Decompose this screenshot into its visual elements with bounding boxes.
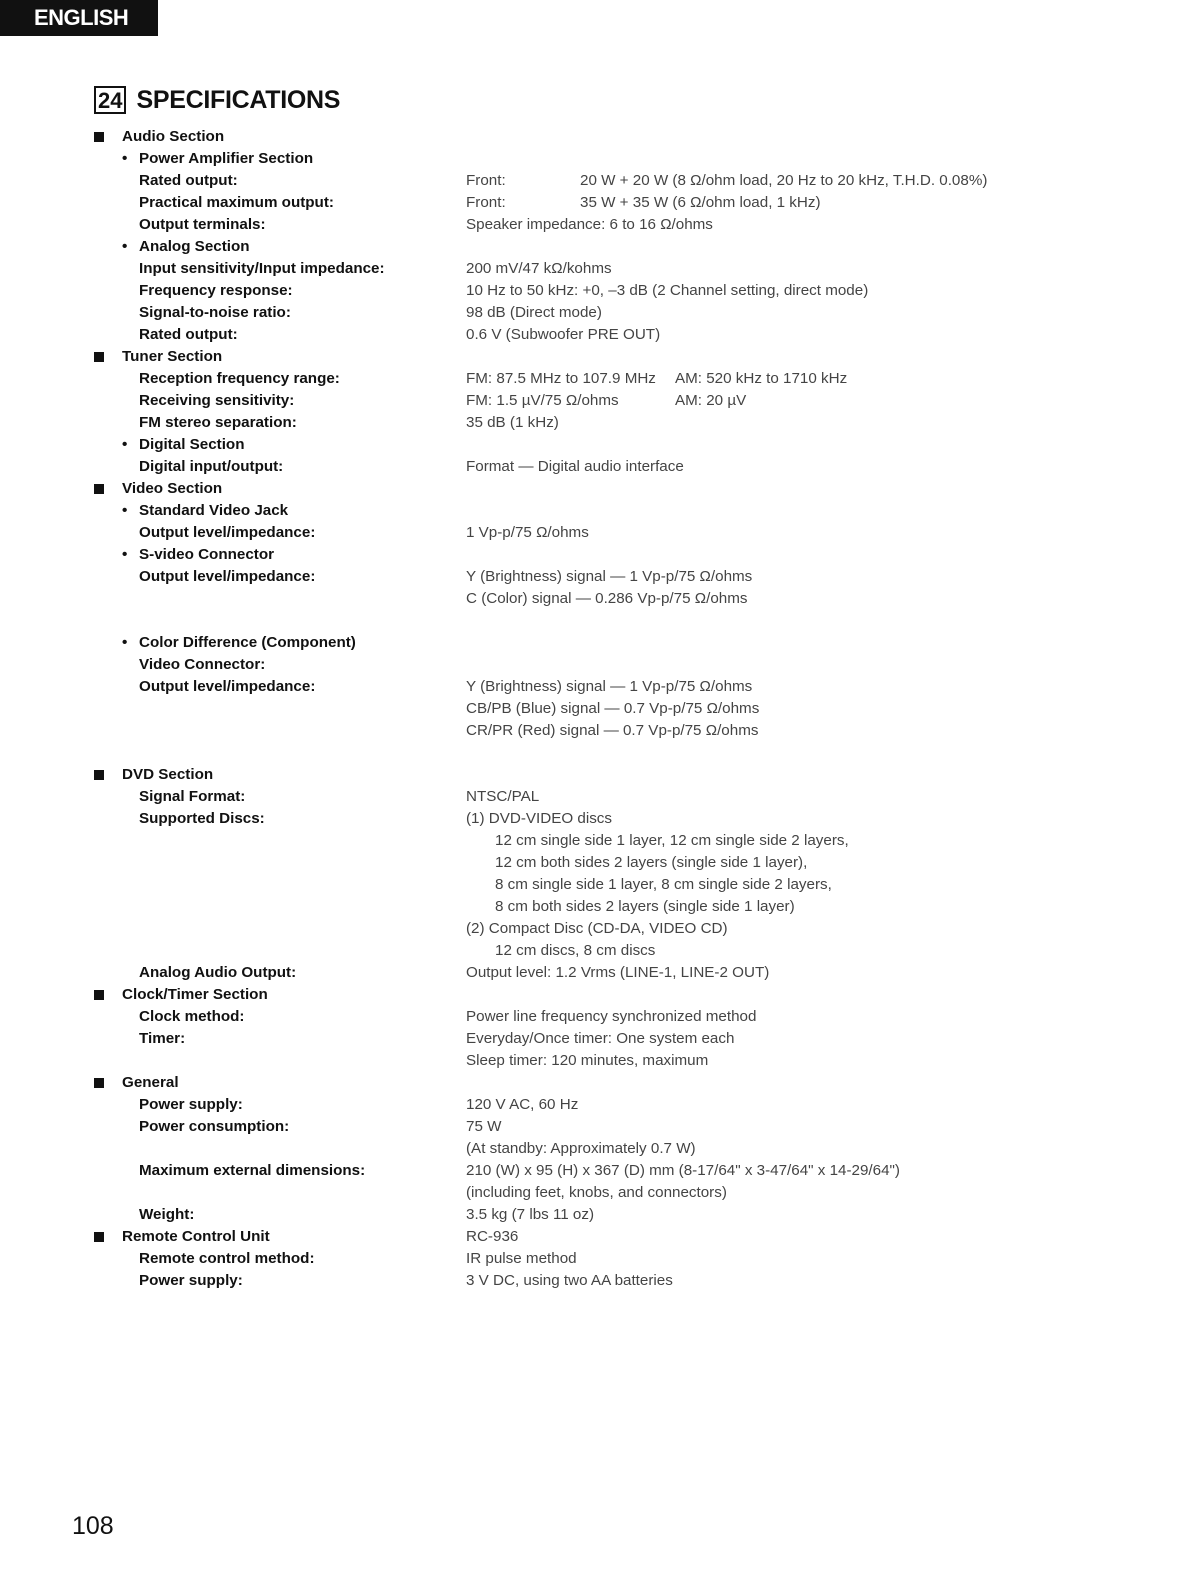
dot-bullet-icon: • bbox=[122, 238, 128, 255]
analog-section-subheading: • Analog Section bbox=[0, 236, 1180, 258]
spec-row-discs-line: 8 cm single side 1 layer, 8 cm single side 2 layers, bbox=[495, 876, 832, 893]
language-tab: ENGLISH bbox=[0, 0, 158, 36]
power-amplifier-subheading: • Power Amplifier Section bbox=[0, 148, 1180, 170]
square-bullet-icon bbox=[94, 132, 104, 142]
square-bullet-icon bbox=[94, 1078, 104, 1088]
audio-section-heading: Audio Section bbox=[0, 126, 1180, 148]
spec-row-discs-line: 12 cm discs, 8 cm discs bbox=[495, 942, 656, 959]
component-subheading: • Color Difference (Component) bbox=[0, 632, 1180, 654]
dot-bullet-icon: • bbox=[122, 150, 128, 167]
clock-section-heading: Clock/Timer Section bbox=[0, 984, 1180, 1006]
page-title bbox=[94, 84, 340, 116]
spec-row-reception-range: Reception frequency range: FM: 87.5 MHz to 107.9 MHz AM: 520 kHz to 1710 kHz bbox=[139, 370, 848, 387]
spec-row-weight: Weight: 3.5 kg (7 lbs 11 oz) bbox=[139, 1206, 595, 1223]
spec-row-receiving-sensitivity: Receiving sensitivity: FM: 1.5 µV/75 Ω/ohms AM: 20 µV bbox=[139, 392, 747, 409]
spec-row-supported-discs: Supported Discs: (1) DVD-VIDEO discs bbox=[139, 810, 612, 827]
square-bullet-icon bbox=[94, 770, 104, 780]
dvd-section-heading: DVD Section bbox=[0, 764, 1180, 786]
spec-row-dimensions-note: (including feet, knobs, and connectors) bbox=[466, 1184, 727, 1201]
spec-row-digital-io: Digital input/output: Format — Digital audio interface bbox=[139, 458, 684, 475]
remote-section-heading: Remote Control Unit RC-936 bbox=[0, 1226, 1180, 1248]
standard-video-jack-subheading: • Standard Video Jack bbox=[0, 500, 1180, 522]
spec-row-snr: Signal-to-noise ratio: 98 dB (Direct mode) bbox=[139, 304, 602, 321]
spec-row-remote-power: Power supply: 3 V DC, using two AA batteries bbox=[139, 1272, 673, 1289]
spec-row-component-output-cb: CB/PB (Blue) signal — 0.7 Vp-p/75 Ω/ohms bbox=[466, 700, 760, 717]
spec-row-component-output: Output level/impedance: Y (Brightness) signal — 1 Vp-p/75 Ω/ohms bbox=[139, 678, 753, 695]
spec-row-standby: (At standby: Approximately 0.7 W) bbox=[466, 1140, 696, 1157]
component-subheading-cont: Video Connector: bbox=[139, 656, 266, 673]
spec-row-dimensions: Maximum external dimensions: 210 (W) x 95 (H) x 367 (D) mm (8-17/64" x 3-47/64" x 14-29/64") bbox=[139, 1162, 900, 1179]
spec-row-timer: Timer: Everyday/Once timer: One system each bbox=[139, 1030, 735, 1047]
spec-row-analog-audio-output: Analog Audio Output: Output level: 1.2 Vrms (LINE-1, LINE-2 OUT) bbox=[139, 964, 770, 981]
spec-row-fm-stereo-separation: FM stereo separation: 35 dB (1 kHz) bbox=[139, 414, 559, 431]
spec-row-rated-output: Rated output: Front: 20 W + 20 W (8 Ω/ohm load, 20 Hz to 20 kHz, T.H.D. 0.08%) bbox=[139, 172, 988, 189]
spec-row-analog-rated-output: Rated output: 0.6 V (Subwoofer PRE OUT) bbox=[139, 326, 661, 343]
spec-row-output-terminals: Output terminals: Speaker impedance: 6 to 16 Ω/ohms bbox=[139, 216, 713, 233]
spec-row-signal-format: Signal Format: NTSC/PAL bbox=[139, 788, 540, 805]
spec-row-remote-method: Remote control method: IR pulse method bbox=[139, 1250, 577, 1267]
page-number: 108 bbox=[72, 1512, 114, 1540]
spec-row-power-supply: Power supply: 120 V AC, 60 Hz bbox=[139, 1096, 579, 1113]
spec-row-discs-line: 8 cm both sides 2 layers (single side 1 layer) bbox=[495, 898, 795, 915]
spec-row-practical-max-output: Practical maximum output: Front: 35 W + 35 W (6 Ω/ohm load, 1 kHz) bbox=[139, 194, 821, 211]
square-bullet-icon bbox=[94, 1232, 104, 1242]
section-number-badge: 24 bbox=[94, 86, 126, 114]
dot-bullet-icon: • bbox=[122, 634, 128, 651]
spec-row-sleep-timer: Sleep timer: 120 minutes, maximum bbox=[466, 1052, 709, 1069]
specifications-list bbox=[0, 126, 1180, 1292]
spec-row-component-output-cr: CR/PR (Red) signal — 0.7 Vp-p/75 Ω/ohms bbox=[466, 722, 759, 739]
spec-row-frequency-response: Frequency response: 10 Hz to 50 kHz: +0, –3 dB (2 Channel setting, direct mode) bbox=[139, 282, 869, 299]
spec-row-power-consumption: Power consumption: 75 W bbox=[139, 1118, 502, 1135]
title-text: SPECIFICATIONS bbox=[136, 85, 341, 114]
square-bullet-icon bbox=[94, 484, 104, 494]
spec-row-s-video-output: Output level/impedance: Y (Brightness) signal — 1 Vp-p/75 Ω/ohms bbox=[139, 568, 753, 585]
spec-row-standard-output: Output level/impedance: 1 Vp-p/75 Ω/ohms bbox=[139, 524, 589, 541]
general-section-heading: General bbox=[0, 1072, 1180, 1094]
square-bullet-icon bbox=[94, 352, 104, 362]
dot-bullet-icon: • bbox=[122, 546, 128, 563]
video-section-heading: Video Section bbox=[0, 478, 1180, 500]
spec-row-s-video-output-cont: C (Color) signal — 0.286 Vp-p/75 Ω/ohms bbox=[466, 590, 748, 607]
spec-row-discs-line: (2) Compact Disc (CD-DA, VIDEO CD) bbox=[466, 920, 728, 937]
spec-row-input-sensitivity: Input sensitivity/Input impedance: 200 mV/47 kΩ/kohms bbox=[139, 260, 612, 277]
dot-bullet-icon: • bbox=[122, 502, 128, 519]
digital-section-subheading: • Digital Section bbox=[0, 434, 1180, 456]
square-bullet-icon bbox=[94, 990, 104, 1000]
spec-row-discs-line: 12 cm both sides 2 layers (single side 1 layer), bbox=[495, 854, 808, 871]
tuner-section-heading: Tuner Section bbox=[0, 346, 1180, 368]
spec-row-discs-line: 12 cm single side 1 layer, 12 cm single side 2 layers, bbox=[495, 832, 849, 849]
s-video-subheading: • S-video Connector bbox=[0, 544, 1180, 566]
spec-row-clock-method: Clock method: Power line frequency synchronized method bbox=[139, 1008, 757, 1025]
dot-bullet-icon: • bbox=[122, 436, 128, 453]
